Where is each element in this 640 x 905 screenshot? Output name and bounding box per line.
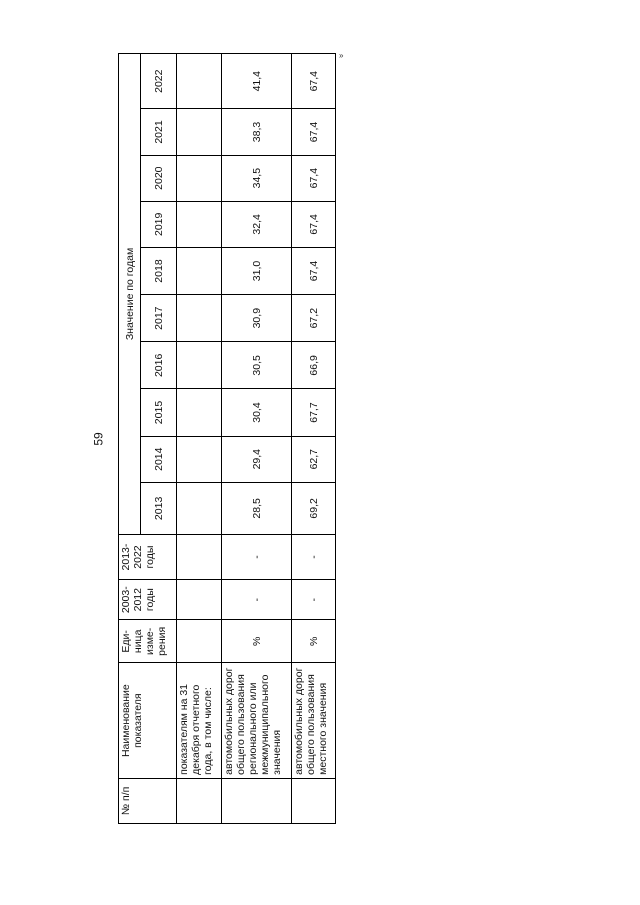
row-value: 28,5 <box>222 482 292 534</box>
row-value <box>177 54 222 109</box>
row-unit <box>177 620 222 663</box>
year-header: 2020 <box>141 155 177 201</box>
row-value: 67,4 <box>292 155 336 201</box>
row-value: 29,4 <box>222 436 292 482</box>
row-value <box>177 482 222 534</box>
year-header: 2017 <box>141 295 177 342</box>
row-period-2 <box>177 534 222 579</box>
row-name: показателям на 31 декабря отчетного года, в том числе: <box>177 663 222 778</box>
corner-mark: » <box>339 51 344 60</box>
row-value <box>177 436 222 482</box>
row-value: 67,4 <box>292 54 336 109</box>
header-period-2003-2012: 2003-2012 годы <box>119 580 177 620</box>
year-header: 2018 <box>141 247 177 294</box>
header-name: Наименование показателя <box>119 663 177 778</box>
row-num <box>177 778 222 823</box>
row-value <box>177 389 222 436</box>
row-value: 67,4 <box>292 201 336 247</box>
row-value: 67,2 <box>292 295 336 342</box>
row-unit: % <box>222 620 292 663</box>
rotated-table-wrapper <box>118 53 335 824</box>
page-number: 59 <box>91 432 106 446</box>
header-unit: Еди-ница изме-рения <box>119 620 177 663</box>
indicator-table <box>118 53 336 824</box>
header-row-1 <box>119 54 141 824</box>
year-header: 2015 <box>141 389 177 436</box>
row-value: 67,4 <box>292 247 336 294</box>
year-header: 2013 <box>141 482 177 534</box>
row-num <box>292 778 336 823</box>
table-row <box>177 54 222 824</box>
row-value: 31,0 <box>222 247 292 294</box>
row-num <box>222 778 292 823</box>
header-values-by-year: Значение по годам <box>119 54 141 535</box>
row-value <box>177 342 222 389</box>
row-value: 62,7 <box>292 436 336 482</box>
row-period-2: - <box>222 534 292 579</box>
row-value: 38,3 <box>222 109 292 155</box>
row-period-1: - <box>292 580 336 620</box>
row-unit: % <box>292 620 336 663</box>
row-name: автомобильных дорог общего пользования регионального или межмуниципального значения <box>222 663 292 778</box>
row-period-1: - <box>222 580 292 620</box>
row-period-2: - <box>292 534 336 579</box>
year-header: 2019 <box>141 201 177 247</box>
header-num: № п/п <box>119 778 177 823</box>
year-header: 2016 <box>141 342 177 389</box>
row-value: 66,9 <box>292 342 336 389</box>
row-value: 30,5 <box>222 342 292 389</box>
row-value <box>177 201 222 247</box>
row-value <box>177 109 222 155</box>
row-value: 32,4 <box>222 201 292 247</box>
table-row <box>222 54 292 824</box>
year-header: 2022 <box>141 54 177 109</box>
row-value: 67,4 <box>292 109 336 155</box>
year-header: 2014 <box>141 436 177 482</box>
year-header: 2021 <box>141 109 177 155</box>
row-value <box>177 247 222 294</box>
row-period-1 <box>177 580 222 620</box>
row-value <box>177 155 222 201</box>
row-value: 30,4 <box>222 389 292 436</box>
row-value: 69,2 <box>292 482 336 534</box>
header-period-2013-2022: 2013-2022 годы <box>119 534 177 579</box>
row-value: 34,5 <box>222 155 292 201</box>
table-row <box>292 54 336 824</box>
row-name: автомобильных дорог общего пользования местного значения <box>292 663 336 778</box>
row-value: 30,9 <box>222 295 292 342</box>
row-value <box>177 295 222 342</box>
row-value: 41,4 <box>222 54 292 109</box>
row-value: 67,7 <box>292 389 336 436</box>
